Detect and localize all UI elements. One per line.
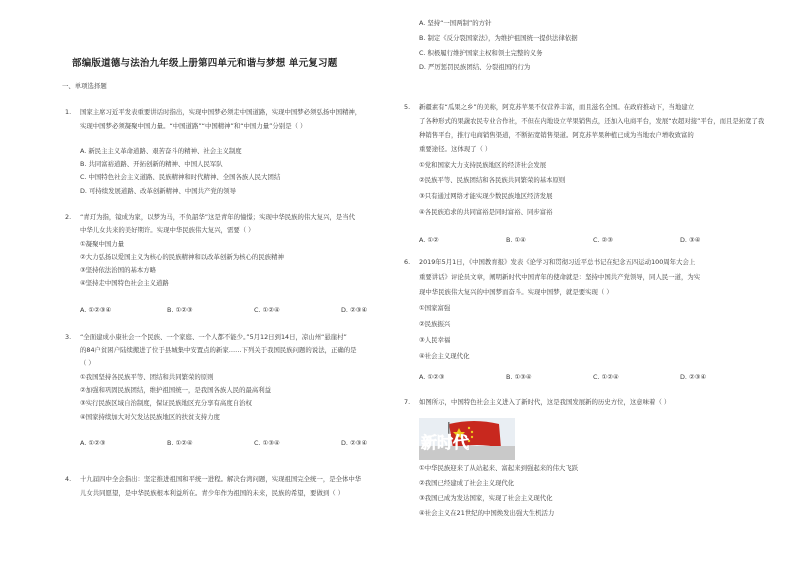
q5-item-4: ④各民族追求的共同富裕是同时富裕、同步富裕 bbox=[419, 208, 553, 216]
q2-option-b: B. ①②③ bbox=[167, 306, 193, 314]
q1-stem-line2: 实现中国梦必须凝聚中国力量。“中国道路”“中国精神”和“中国力量”分别是（ ） bbox=[80, 122, 307, 130]
q5-stem-line3: 种销售平台，推行电商销售渠道，不断拓宽销售渠道。阿克苏苹果种植已成为当地农户增收致富的 bbox=[419, 131, 694, 139]
q1-number: 1. bbox=[65, 108, 72, 116]
q5-item-3: ③只有通过网络才能实现少数民族地区经济发展 bbox=[419, 192, 553, 200]
q5-item-1: ①党和国家大力支持民族地区的经济社会发展 bbox=[419, 161, 547, 169]
q6-option-a: A. ①②③ bbox=[419, 373, 445, 381]
q6-item-3: ③人民幸福 bbox=[419, 336, 451, 344]
q2-item-2: ②大力弘扬以爱国主义为核心的民族精神和以改革创新为核心的民族精神 bbox=[80, 253, 284, 261]
q5-option-b: B. ①④ bbox=[506, 236, 526, 244]
q3-item-1: ①我国坚持各民族平等、团结和共同繁荣的原则 bbox=[80, 373, 214, 381]
q2-item-1: ①凝聚中国力量 bbox=[80, 240, 125, 248]
q2-option-c: C. ①②④ bbox=[254, 306, 280, 314]
section-heading: 一、单项选择题 bbox=[62, 82, 107, 90]
q4-option-d: D. 严厉惩罚民族团结、分裂祖国的行为 bbox=[419, 63, 531, 71]
q1-stem-line1: 国家主席习近平发表重要讲话时指出，实现中国梦必须走中国道路，实现中国梦必须弘扬中国精神， bbox=[80, 108, 362, 116]
q3-item-3: ③实行民族区域自治制度，保证民族地区充分享有高度自治权 bbox=[80, 399, 252, 407]
q5-option-a: A. ①② bbox=[419, 236, 439, 244]
q2-item-3: ③坚持依法治国的基本方略 bbox=[80, 266, 157, 274]
q7-item-2: ②我国已经建成了社会主义现代化 bbox=[419, 479, 515, 487]
q2-stem-line1: “青玎为指，镜成为家，以梦为马，不负韶华”这是青年的憧憬；实现中华民族的伟大复兴，是当代 bbox=[80, 213, 356, 221]
q7-stem-line1: 如图所示，中国特色社会主义进入了新时代，这是我国发展新的历史方位，这意味着（ ） bbox=[419, 398, 671, 406]
q3-option-d: D. ②③④ bbox=[341, 439, 368, 447]
q6-item-2: ②民族振兴 bbox=[419, 320, 451, 328]
q3-item-2: ②加强和巩固民族团结，维护祖国统一，是我国各族人民的最高利益 bbox=[80, 386, 272, 394]
q3-item-4: ④国家持续加大对欠发达民族地区的扶贫支持力度 bbox=[80, 413, 220, 421]
q4-option-c: C. 积极履行维护国家主权和领土完整的义务 bbox=[419, 49, 543, 57]
q5-option-c: C. ②③ bbox=[593, 236, 613, 244]
q7-number: 7. bbox=[404, 398, 411, 406]
q6-option-b: B. ①③④ bbox=[506, 373, 532, 381]
q4-option-b: B. 制定《反分裂国家法》，为维护祖国统一提供法律依据 bbox=[419, 34, 578, 42]
q1-option-d: D. 可持续发展道路、改革创新精神、中国共产党的领导 bbox=[80, 187, 236, 195]
q3-option-c: C. ①③④ bbox=[254, 439, 280, 447]
page-title: 部编版道德与法治九年级上册第四单元和谐与梦想 单元复习题 bbox=[72, 58, 338, 69]
q5-option-d: D. ③④ bbox=[680, 236, 701, 244]
q6-item-1: ①国家富强 bbox=[419, 304, 451, 312]
q2-option-d: D. ②③④ bbox=[341, 306, 368, 314]
q7-item-4: ④社会主义在21世纪的中国焕发出强大生机活力 bbox=[419, 509, 555, 517]
q7-item-1: ①中华民族迎来了从站起来、富起来到强起来的伟大飞跃 bbox=[419, 464, 579, 472]
q2-item-4: ④坚持走中国特色社会主义道路 bbox=[80, 279, 169, 287]
q4-option-a: A. 坚持“一国两制”的方针 bbox=[419, 19, 492, 27]
q6-stem-line1: 2019年5月1日，《中国教育报》发表《论学习和贯彻习近平总书记在纪念五四运动100周年大会上 bbox=[419, 258, 696, 266]
q1-option-c: C. 中国特色社会主义道路、民族精神和时代精神、全国各族人民大团结 bbox=[80, 173, 281, 181]
q3-option-a: A. ①②③ bbox=[80, 439, 106, 447]
q4-stem-line2: 儿女共同愿望，是中华民族根本利益所在。青少年作为祖国的未来，民族的希望，要做到（ ） bbox=[80, 489, 345, 497]
q5-stem-line4: 重要途径。这体现了（ ） bbox=[419, 145, 492, 153]
q3-stem-line2: 的84户贫困户陆续搬进了位于县城集中安置点的新家……下列关于我国民族问题的说法，正确的是 bbox=[80, 346, 357, 354]
q6-item-4: ④社会主义现代化 bbox=[419, 352, 470, 360]
q3-option-b: B. ①②④ bbox=[167, 439, 193, 447]
q6-option-c: C. ①②④ bbox=[593, 373, 619, 381]
q5-stem-line1: 新疆素有“瓜果之乡”的美称，阿克苏苹果不仅营养丰富，而且滋名全国。在政府推动下，当地建立 bbox=[419, 103, 695, 111]
q3-stem-line1: “全面建成小康社会一个民族、一个家庭、一个人都不能少。”5月12日到14日，凉山州“悬崖村” bbox=[80, 333, 347, 341]
q1-option-b: B. 共同富裕道路、开拓创新的精神、中国人民军队 bbox=[80, 160, 223, 168]
flag-image-caption: 新时代 bbox=[421, 433, 470, 452]
q1-option-a: A. 新民主主义革命道路、艰苦奋斗的精神、社会主义制度 bbox=[80, 147, 242, 155]
q2-stem-line2: 中华儿女共来的美好期许。实现中华民族伟大复兴，需要（ ） bbox=[80, 226, 255, 234]
q3-number: 3. bbox=[65, 333, 72, 341]
new-era-flag-image bbox=[419, 418, 515, 460]
q6-option-d: D. ②③④ bbox=[680, 373, 707, 381]
q4-stem-line1: 十九届四中全会指出：坚定推进祖国和平统一进程。解决台湾问题，实现祖国完全统一，是全体中华 bbox=[80, 475, 362, 483]
q5-item-2: ②民族平等、民族团结和各民族共同繁荣的基本原则 bbox=[419, 176, 566, 184]
q5-number: 5. bbox=[404, 103, 411, 111]
q5-stem-line2: 了各种形式的果蔬农民专业合作社，不但在内地设立苹果销售点，还加入电商平台，发展“农超对接”平台，而且是拓宽了我 bbox=[419, 117, 765, 125]
q6-number: 6. bbox=[404, 258, 411, 266]
q6-stem-line3: 现中华民族伟大复兴的中国梦而奋斗。实现中国梦，就是要实现（ ） bbox=[419, 288, 613, 296]
q4-number: 4. bbox=[65, 475, 72, 483]
q3-stem-line3: （ ） bbox=[80, 359, 95, 367]
q2-option-a: A. ①②③④ bbox=[80, 306, 112, 314]
q6-stem-line2: 重要讲话》评论员文章，阐明新时代中国青年的使命就是：坚持中国共产党领导，同人民一道，为实 bbox=[419, 273, 701, 281]
q7-item-3: ③我国已成为发达国家，实现了社会主义现代化 bbox=[419, 494, 553, 502]
q2-number: 2. bbox=[65, 213, 72, 221]
